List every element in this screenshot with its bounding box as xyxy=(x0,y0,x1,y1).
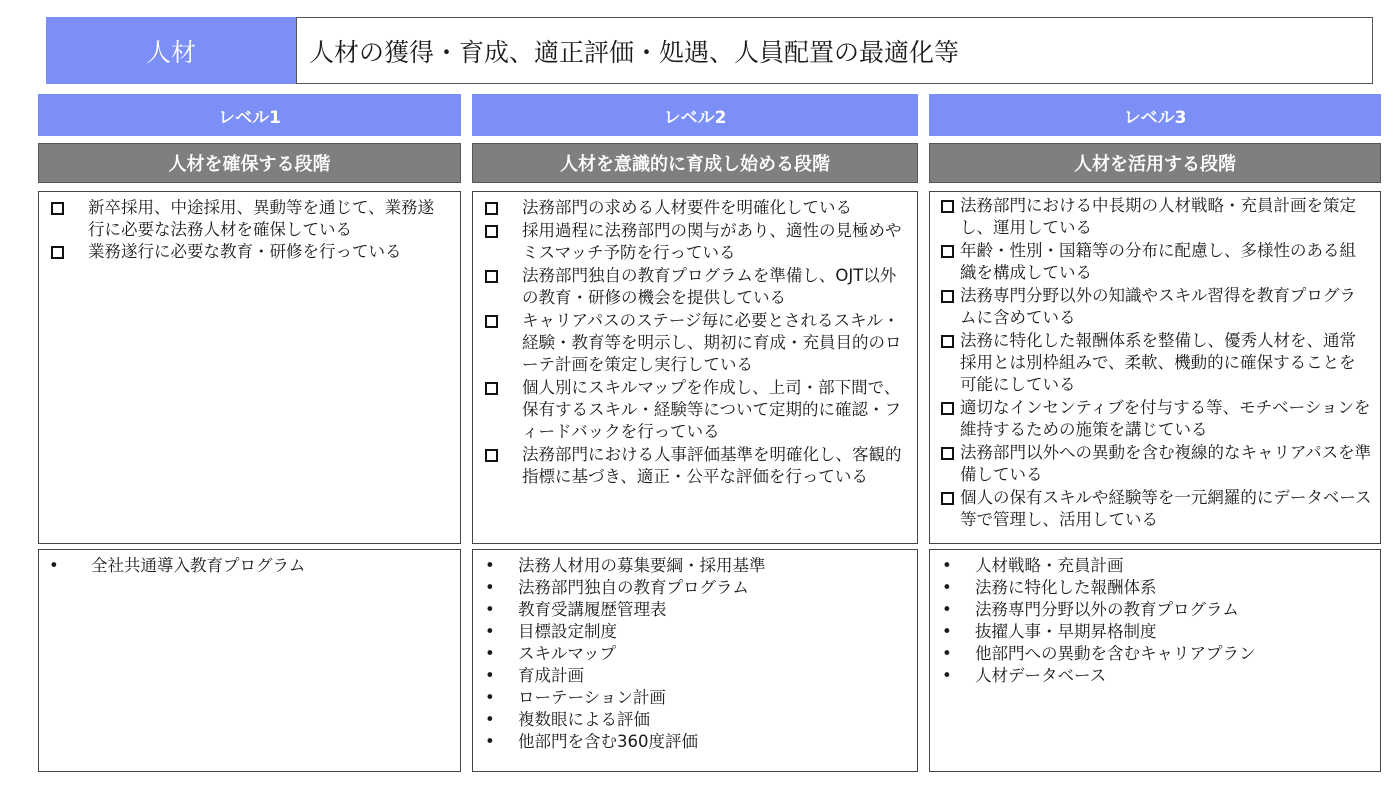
level-3-requirements xyxy=(929,191,1381,544)
requirement-item: 法務に特化した報酬体系を整備し、優秀人材を、通常採用とは別枠組みで、柔軟、機動的に確保することを可能にしている xyxy=(940,330,1372,396)
example-item: • スキルマップ xyxy=(485,643,907,665)
requirement-item: 業務遂行に必要な教育・研修を行っている xyxy=(51,241,448,263)
example-item: • 法務専門分野以外の教育プログラム xyxy=(942,599,1370,621)
level-2-examples xyxy=(472,549,918,772)
requirement-item: 法務専門分野以外の知識やスキル習得を教育プログラムに含めている xyxy=(940,285,1372,329)
level-3-stage: 人材を活用する段階 xyxy=(929,143,1381,183)
level-1-header: レベル1 xyxy=(38,94,461,136)
example-item: • 他部門を含む360度評価 xyxy=(485,731,907,753)
requirement-item: 法務部門における中長期の人材戦略・充員計画を策定し、運用している xyxy=(940,195,1372,239)
requirement-item: 個人の保有スキルや経験等を一元網羅的にデータベース等で管理し、活用している xyxy=(940,487,1372,531)
example-item: • 他部門への異動を含むキャリアプラン xyxy=(942,643,1370,665)
requirement-item: 法務部門独自の教育プログラムを準備し、OJT以外の教育・研修の機会を提供している xyxy=(485,265,907,309)
example-item: • 複数眼による評価 xyxy=(485,709,907,731)
category-label: 人材 xyxy=(46,17,296,84)
example-item: • 全社共通導入教育プログラム xyxy=(49,555,450,577)
requirement-item: 法務部門の求める人材要件を明確化している xyxy=(485,197,907,219)
requirement-item: 個人別にスキルマップを作成し、上司・部下間で、保有するスキル・経験等について定期的に確認・フィードバックを行っている xyxy=(485,377,907,443)
level-2-header: レベル2 xyxy=(472,94,918,136)
page-title: 人材の獲得・育成、適正評価・処遇、人員配置の最適化等 xyxy=(296,17,1373,84)
requirement-item: 法務部門における人事評価基準を明確化し、客観的指標に基づき、適正・公平な評価を行っている xyxy=(485,444,907,488)
example-item: • 目標設定制度 xyxy=(485,621,907,643)
requirement-item: 新卒採用、中途採用、異動等を通じて、業務遂行に必要な法務人材を確保している xyxy=(51,197,448,241)
example-item: • 法務部門独自の教育プログラム xyxy=(485,577,907,599)
requirement-item: 年齢・性別・国籍等の分布に配慮し、多様性のある組織を構成している xyxy=(940,240,1372,284)
level-3-examples xyxy=(929,549,1381,772)
example-item: • 育成計画 xyxy=(485,665,907,687)
example-item: • 人材データベース xyxy=(942,665,1370,687)
level-3-header: レベル3 xyxy=(929,94,1381,136)
requirement-item: 適切なインセンティブを付与する等、モチベーションを維持するための施策を講じている xyxy=(940,397,1372,441)
requirement-item: 法務部門以外への異動を含む複線的なキャリアパスを準備している xyxy=(940,442,1372,486)
level-2-stage: 人材を意識的に育成し始める段階 xyxy=(472,143,918,183)
example-item: • ローテーション計画 xyxy=(485,687,907,709)
example-item: • 法務に特化した報酬体系 xyxy=(942,577,1370,599)
requirement-item: 採用過程に法務部門の関与があり、適性の見極めやミスマッチ予防を行っている xyxy=(485,220,907,264)
requirement-item: キャリアパスのステージ毎に必要とされるスキル・経験・教育等を明示し、期初に育成・充員目的のローテ計画を策定し実行している xyxy=(485,310,907,376)
level-1-stage: 人材を確保する段階 xyxy=(38,143,461,183)
level-1-requirements xyxy=(38,191,461,544)
example-item: • 人材戦略・充員計画 xyxy=(942,555,1370,577)
example-item: • 抜擢人事・早期昇格制度 xyxy=(942,621,1370,643)
level-1-examples xyxy=(38,549,461,772)
example-item: • 教育受講履歴管理表 xyxy=(485,599,907,621)
level-2-requirements xyxy=(472,191,918,544)
example-item: • 法務人材用の募集要綱・採用基準 xyxy=(485,555,907,577)
